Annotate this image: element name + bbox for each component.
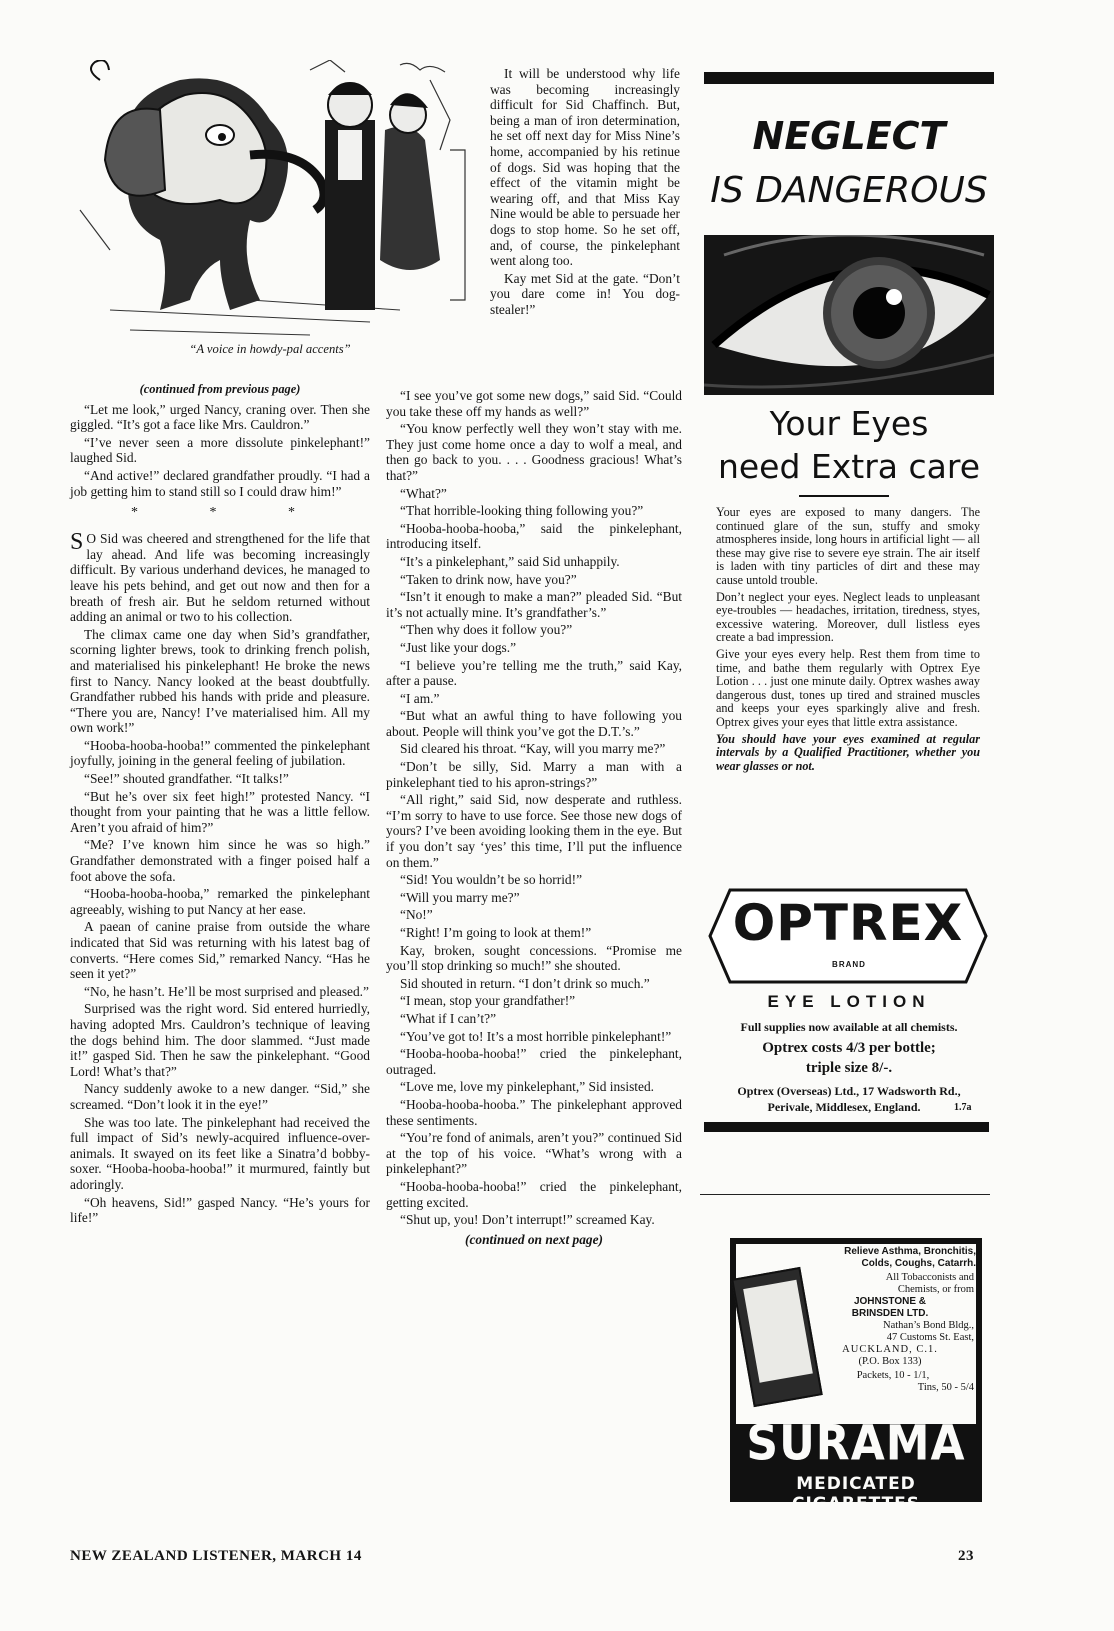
brand-label: BRAND xyxy=(832,960,866,969)
paragraph: “Oh heavens, Sid!” gasped Nancy. “He’s yours for life!” xyxy=(70,1194,370,1226)
paragraph: “That horrible-looking thing following you?” xyxy=(400,503,644,519)
paragraph-dropcap xyxy=(70,531,370,625)
price-line-2: triple size 8/-. xyxy=(805,1060,893,1076)
paragraph: Kay, broken, sought concessions. “Promise me you’ll stop drinking so much!” she shouted. xyxy=(386,942,682,974)
paragraph: Surprised was the right word. Sid entered hurriedly, having adopted Mrs. Cauldron’s technique of leaving the dogs behind him. The door slammed. “Just made it!” gasped Sid. Then he saw the pinkelephant. “Good Lord! What’s that?” xyxy=(70,1001,370,1079)
article-column-2-top xyxy=(490,66,680,320)
ad-top-rule xyxy=(704,72,994,84)
paragraph: “Hooba-hooba-hooba.” The pinkelephant approved these sentiments. xyxy=(386,1096,682,1128)
ad-code: 1.7a xyxy=(954,1102,972,1113)
paragraph: “I’ve never seen a more dissolute pinkelephant!” laughed Sid. xyxy=(70,434,370,466)
paragraph: “Hooba-hooba-hooba!” commented the pinkelephant joyfully, joining in the general feeling of jubilation. xyxy=(70,737,370,769)
eye-photograph xyxy=(704,235,994,395)
elephant-cartoon-drawing xyxy=(70,60,475,355)
paragraph: Give your eyes every help. Rest them from time to time, and bathe them regularly with Optrex Eye Lotion . . . just one minute daily. Optrex washes away dangerous dust, tones up tired and strained muscles and keeps your eyes sparkingly alive and fresh. Optrex gives your eyes that little extra assistance. xyxy=(716,646,980,729)
paragraph: The climax came one day when Sid’s grandfather, scorning lighter brews, took to drinking french polish, and materialised his pinkelephant! He broke the news first to Nancy. Nancy looked at the beast doubtfully. Grandfather rubbed his hands with pride and pleasure. “There you are, Nancy! I’ve materialised him. All my own work!” xyxy=(70,626,370,736)
distributor-name-2: BRINSDEN LTD. xyxy=(851,1308,929,1319)
paragraph: “Hooba-hooba-hooba!” cried the pinkelephant, getting excited. xyxy=(386,1178,682,1210)
packet-label xyxy=(743,1280,813,1383)
paragraph: “Taken to drink now, have you?” xyxy=(400,571,577,587)
paragraph: “Will you marry me?” xyxy=(400,889,520,905)
optrex-body-copy xyxy=(716,506,980,776)
paragraph: “Love me, love my pinkelephant,” Sid insisted. xyxy=(400,1079,654,1095)
paragraph: “Right! I’m going to look at them!” xyxy=(400,925,592,940)
illustration xyxy=(70,60,475,355)
paragraph: “Don’t be silly, Sid. Marry a man with a pinkelephant tied to his apron-strings?” xyxy=(386,759,682,790)
distributor-name-1: JOHNSTONE & xyxy=(853,1296,927,1307)
paragraph: “Hooba-hooba-hooba,” remarked the pinkelephant agreeably, wishing to put Nancy at her ease. xyxy=(70,886,370,917)
paragraph: “You know perfectly well they won’t stay with me. They just come home once a day to wolf a meal, and then go back to you. . . . Goodness gracious! What’s that?” xyxy=(386,421,682,483)
address-line-1: Nathan’s Bond Bldg., xyxy=(883,1320,974,1331)
paragraph: “Sid! You wouldn’t be so horrid!” xyxy=(400,872,583,888)
paragraph: “Hooba-hooba-hooba!” cried the pinkelephant, outraged. xyxy=(386,1046,682,1077)
paragraph: Don’t neglect your eyes. Neglect leads to unpleasant eye-troubles — headaches, irritation, tiredness, styes, excessive watering. Moreover, dull listless eyes create a bad impression. xyxy=(716,589,980,645)
paragraph: Nancy suddenly awoke to a new danger. “Sid,” she screamed. “Don’t look it in the eye!” xyxy=(70,1081,370,1112)
paragraph: “What if I can’t?” xyxy=(400,1010,497,1026)
paragraph: “Let me look,” urged Nancy, craning over. Then she giggled. “It’s got a face like Mrs. Cauldron.” xyxy=(70,401,370,433)
paragraph: “What?” xyxy=(400,485,447,501)
address-line-2: 47 Customs St. East, xyxy=(886,1332,974,1343)
subhead-rule xyxy=(799,495,889,497)
paragraph: “Isn’t it enough to make a man?” pleaded Sid. “But it’s not actually mine. It’s grandfather’s.” xyxy=(386,589,682,620)
paragraph: “Just like your dogs.” xyxy=(400,639,517,655)
subhead-your-eyes: Your Eyes xyxy=(769,404,929,443)
paragraph: It will be understood why life was becoming increasingly difficult for Sid Chaffinch. But, being a man of iron determination, he set off next day for Miss Nine’s home, accompanied by his retinue of dogs. Sid was hoping that the effect of the vitamin might be wearing off, and that Miss Kay Nine would be able to persuade her dogs to stop home. So he set off, and, of course, the pinkelephant went along too. xyxy=(490,66,680,269)
paragraph: “I mean, stop your grandfather!” xyxy=(400,993,576,1009)
paragraph: “I see you’ve got some new dogs,” said Sid. “Could you take these off my hands as well?” xyxy=(386,388,682,419)
relief-line-1: Relieve Asthma, Bronchitis, xyxy=(844,1246,976,1257)
paragraph: “You’re fond of animals, aren’t you?” continued Sid at the top of his voice. “What’s wrong with a pinkelephant?” xyxy=(386,1130,682,1177)
drop-cap-letter: S xyxy=(70,529,84,556)
surama-brand-name: SURAMA xyxy=(746,1415,966,1472)
paragraph: “Shut up, you! Don’t interrupt!” screamed Kay. xyxy=(400,1212,655,1228)
paragraph: “Me? I’ve known him since he was so high.” Grandfather demonstrated with a finger poised half a foot above the sofa. xyxy=(70,837,370,884)
subhead-extra-care: need Extra care xyxy=(717,447,981,486)
paragraph: “And active!” declared grandfather proudly. “I had a job getting him to stand still so I could draw him!” xyxy=(70,467,370,499)
supplies-note: Full supplies now available at all chemists. xyxy=(740,1020,958,1034)
paragraph-text: O Sid was cheered and strengthened for the life that lay ahead. And life was becoming increasingly difficult. By various underhand devices, he managed to leave his pets behind, and get out now and then for a breath of fresh air. But he seldom returned without adding an animal or two to his collection. xyxy=(70,531,370,625)
publication-footer: NEW ZEALAND LISTENER, MARCH 14 xyxy=(70,1548,362,1564)
paragraph: “You’ve got to! It’s a most horrible pinkelephant!” xyxy=(400,1028,672,1044)
paragraph: “No!” xyxy=(400,907,433,923)
paragraph: “But he’s over six feet high!” protested Nancy. “I thought from your painting that he was a little fellow. Aren’t you afraid of him?” xyxy=(70,788,370,835)
address-line-1: Optrex (Overseas) Ltd., 17 Wadsworth Rd., xyxy=(737,1084,961,1098)
address-line-4: (P.O. Box 133) xyxy=(858,1356,922,1367)
continued-on-note: (continued on next page) xyxy=(465,1231,603,1247)
paragraph: “Then why does it follow you?” xyxy=(400,622,573,638)
article-column-2 xyxy=(386,388,682,1249)
stockist-line-2: Chemists, or from xyxy=(897,1284,974,1295)
page-number: 23 xyxy=(958,1548,974,1564)
section-break-stars: * * * xyxy=(131,505,329,521)
examination-note: You should have your eyes examined at regular intervals by a Qualified Practitioner, whether you wear glasses or not. xyxy=(716,731,980,773)
headline-is-dangerous: IS DANGEROUS xyxy=(710,170,988,211)
paragraph: “No, he hasn’t. He’ll be most surprised and pleased.” xyxy=(84,983,369,999)
paragraph: “I believe you’re telling me the truth,” said Kay, after a pause. xyxy=(386,657,682,689)
eye-icon xyxy=(704,235,994,395)
paragraph: “See!” shouted grandfather. “It talks!” xyxy=(84,771,289,787)
price-line-1: Optrex costs 4/3 per bottle; xyxy=(762,1040,936,1056)
optrex-logo-word: OPTREX xyxy=(732,894,964,952)
address-line-2: Perivale, Middlesex, England. xyxy=(767,1100,921,1114)
price-line-2: Tins, 50 - 5/4 xyxy=(917,1382,974,1393)
paragraph: Your eyes are exposed to many dangers. The continued glare of the sun, stuffy and smoky atmospheres inside, long hours in artificial light — all these may give rise to severe eye strain. The air itself is laden with tiny particles of dirt and these may cause untold trouble. xyxy=(716,505,980,587)
optrex-advertisement xyxy=(704,72,994,1162)
paragraph: She was too late. The pinkelephant had received the full impact of Sid’s newly-acquired influence-over-animals. It swayed on its feet like a Sinatra’d bobby-soxer. “Hooba-hooba-hooba!” it murmured, faintly but adoringly. xyxy=(70,1114,370,1192)
stockist-line-1: All Tobacconists and xyxy=(885,1272,974,1283)
article-column-1 xyxy=(70,382,370,1228)
paragraph: Kay met Sid at the gate. “Don’t you dare come in! You dog-stealer!” xyxy=(490,270,680,317)
ad-divider-rule xyxy=(700,1194,990,1195)
paragraph: “Hooba-hooba-hooba,” said the pinkelephant, introducing itself. xyxy=(386,520,682,552)
paragraph: Sid shouted in return. “I don’t drink so much.” xyxy=(400,975,650,991)
surama-advertisement xyxy=(730,1238,982,1514)
continued-from-note: (continued from previous page) xyxy=(139,382,301,396)
paragraph: “But what an awful thing to have following you about. People will think you’ve got the D.T.’s.” xyxy=(386,708,682,739)
price-line-1: Packets, 10 - 1/1, xyxy=(856,1370,930,1381)
paragraph: A paean of canine praise from outside the whare indicated that Sid was returning with his latest bag of converts. “Here comes Sid,” remarked Nancy. “Has he seen it yet?” xyxy=(70,919,370,982)
paragraph: “All right,” said Sid, now desperate and ruthless. “I’m sorry to have to use force. See those new dogs of yours? I’ve been avoiding looking them in the eye. But if you don’t say ‘yes’ this time, I’ll put the influence on them.” xyxy=(386,792,682,870)
paragraph: Sid cleared his throat. “Kay, will you marry me?” xyxy=(400,741,666,757)
headline-neglect: NEGLECT xyxy=(752,114,946,158)
paragraph: “It’s a pinkelephant,” said Sid unhappily. xyxy=(400,553,620,569)
ad-bottom-rule xyxy=(704,1122,989,1132)
surama-subtitle: MEDICATED CIGARETTES xyxy=(791,1474,921,1514)
paragraph: “I am.” xyxy=(400,690,440,706)
illustration-caption: “A voice in howdy-pal accents” xyxy=(189,342,351,356)
eye-lotion-label: EYE LOTION xyxy=(767,992,931,1011)
address-line-3: AUCKLAND, C.1. xyxy=(842,1344,938,1355)
relief-line-2: Colds, Coughs, Catarrh. xyxy=(861,1258,976,1269)
